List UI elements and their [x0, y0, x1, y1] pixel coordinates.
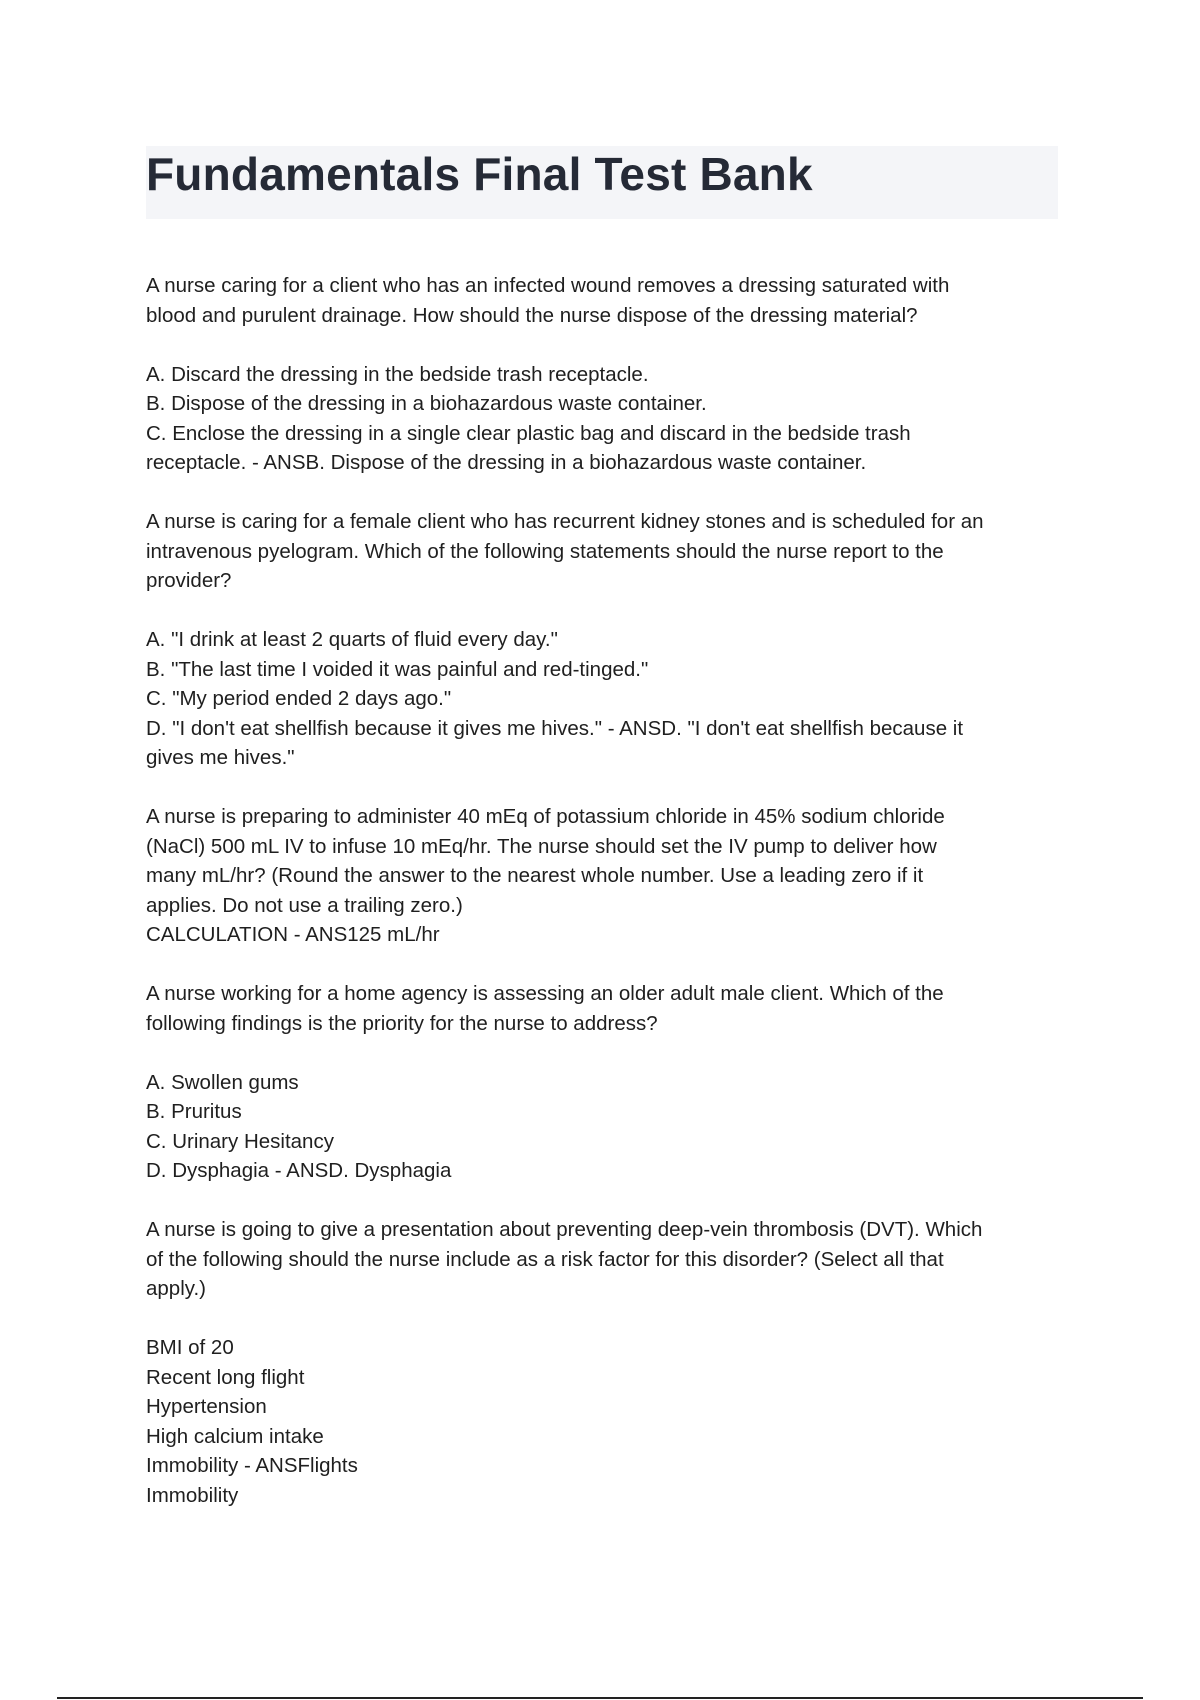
answer-line: receptacle. - ANSB. Dispose of the dressing in a biohazardous waste container.: [146, 451, 867, 474]
answer-line: B. Dispose of the dressing in a biohazardous waste container.: [146, 392, 707, 415]
text-line: blood and purulent drainage. How should the nurse dispose of the dressing material?: [146, 303, 918, 327]
title-band: [146, 146, 1058, 219]
answer-line: A. "I drink at least 2 quarts of fluid every day.": [146, 628, 558, 651]
answer-line: C. Urinary Hesitancy: [146, 1129, 334, 1153]
answer-line: gives me hives.": [146, 746, 295, 769]
text-line: applies. Do not use a trailing zero.): [146, 893, 463, 917]
text-line: A nurse is caring for a female client who has recurrent kidney stones and is scheduled for an: [146, 510, 984, 533]
text-line: A nurse working for a home agency is assessing an older adult male client. Which of the: [146, 982, 944, 1005]
text-line: provider?: [146, 569, 232, 592]
question-block: [146, 1215, 1058, 1510]
answer-line: D. "I don't eat shellfish because it gives me hives." - ANSD. "I don't eat shellfish because it: [146, 716, 964, 740]
answer-options: [146, 1068, 1058, 1186]
answer-line: A. Swollen gums: [146, 1070, 299, 1094]
question-stem: [146, 802, 1058, 950]
text-line: (NaCl) 500 mL IV to infuse 10 mEq/hr. The nurse should set the IV pump to deliver how: [146, 834, 937, 858]
question-stem: [146, 979, 1058, 1038]
text-line: A nurse is preparing to administer 40 mEq of potassium chloride in 45% sodium chloride: [146, 805, 945, 828]
answer-line: CALCULATION - ANS125 mL/hr: [146, 923, 440, 946]
question-block: [146, 271, 1058, 478]
text-line: of the following should the nurse include as a risk factor for this disorder? (Select all that: [146, 1247, 944, 1271]
document-title: Fundamentals Final Test Bank: [146, 148, 813, 200]
answer-line: C. Enclose the dressing in a single clear plastic bag and discard in the bedside trash: [146, 421, 911, 445]
question-block: [146, 802, 1058, 950]
text-line: intravenous pyelogram. Which of the following statements should the nurse report to the: [146, 539, 944, 563]
text-line: many mL/hr? (Round the answer to the nearest whole number. Use a leading zero if it: [146, 864, 924, 887]
question-stem: [146, 507, 1058, 596]
answer-line: C. "My period ended 2 days ago.": [146, 687, 452, 710]
text-line: apply.): [146, 1277, 207, 1300]
answer-line: B. Pruritus: [146, 1100, 242, 1123]
answer-line: High calcium intake: [146, 1424, 324, 1448]
question-block: [146, 507, 1058, 773]
answer-options: [146, 360, 1058, 478]
answer-line: D. Dysphagia - ANSD. Dysphagia: [146, 1159, 452, 1182]
question-block: [146, 979, 1058, 1186]
answer-line: Immobility: [146, 1483, 239, 1507]
answer-line: Recent long flight: [146, 1365, 305, 1389]
question-stem: [146, 1215, 1058, 1304]
answer-options: [146, 1333, 1058, 1510]
answer-line: Immobility - ANSFlights: [146, 1454, 358, 1477]
answer-line: Hypertension: [146, 1395, 267, 1418]
answer-options: [146, 625, 1058, 773]
footer-divider: [57, 1697, 1143, 1699]
answer-line: B. "The last time I voided it was painful and red-tinged.": [146, 657, 649, 681]
question-stem: [146, 271, 1058, 330]
text-line: following findings is the priority for the nurse to address?: [146, 1011, 658, 1035]
answer-line: A. Discard the dressing in the bedside trash receptacle.: [146, 362, 649, 386]
text-line: A nurse is going to give a presentation about preventing deep-vein thrombosis (DVT). Which: [146, 1218, 983, 1241]
answer-line: BMI of 20: [146, 1336, 234, 1359]
text-line: A nurse caring for a client who has an infected wound removes a dressing saturated with: [146, 274, 950, 297]
document-body: [146, 271, 1058, 1540]
